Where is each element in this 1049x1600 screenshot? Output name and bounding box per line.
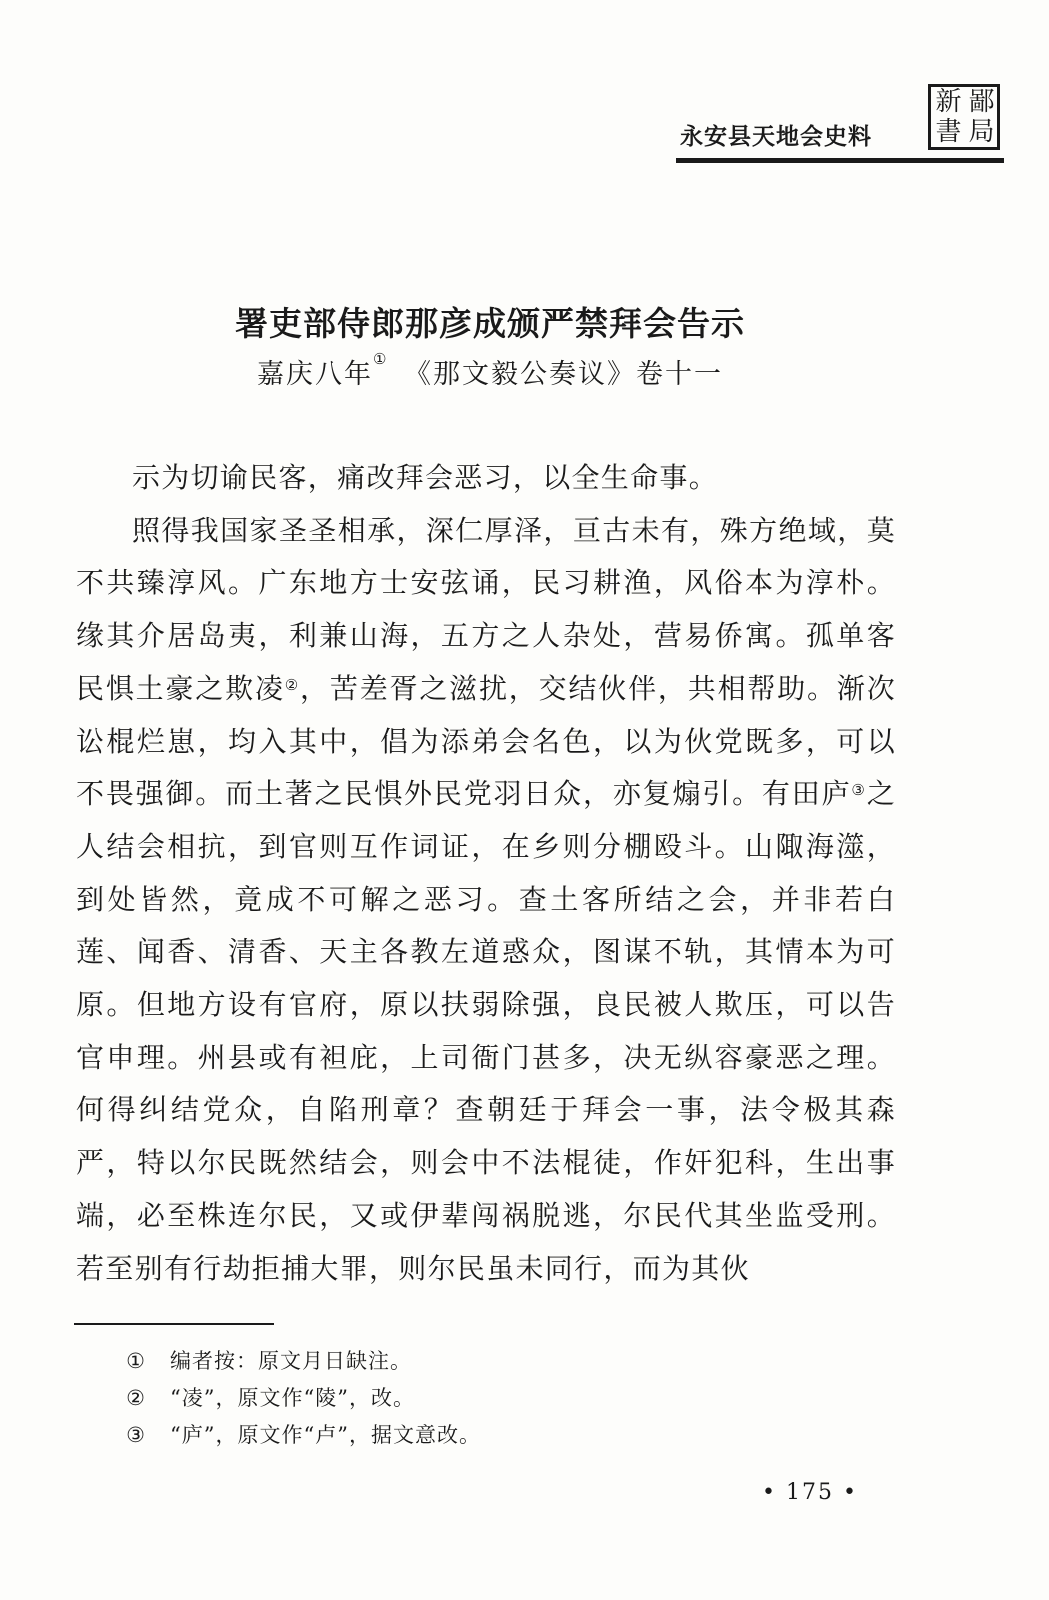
seal-char: 書 [935, 117, 960, 147]
footnote-marker: ② [126, 1386, 146, 1410]
document-subtitle [0, 352, 980, 391]
header-rule [676, 158, 1004, 163]
paragraph-text: 之人结会相抗，到官则互作词证，在乡则分棚殴斗。山陬海澨，到处皆然，竟成不可解之恶习。查土客所结之会，并非若白莲、闻香、清香、天主各教左道惑众，图谋不轨，其情本为可原。但地方设有官府，原以扶弱除强，良民被人欺压，可以告官申理。州县或有袒庇，上司衙门甚多，决无纵容豪恶之理。何得纠结党众，自陷刑章？查朝廷于拜会一事，法令极其森严，特以尔民既然结会，则会中不法棍徒，作奸犯科，生出事端，必至株连尔民，又或伊辈闯祸脱逃，尔民代其坐监受刑。若至别有行劫拒捕大罪，则尔民虽未同行，而为其伙 [76, 777, 896, 1285]
footnote-text: “凌”，原文作“陵”，改。 [170, 1386, 415, 1410]
body-paragraph [76, 505, 896, 1296]
page-number: • 175 • [762, 1480, 858, 1505]
seal-char: 局 [968, 117, 993, 147]
body-text [76, 452, 896, 1295]
running-header-title: 永安县天地会史料 [680, 124, 872, 150]
paragraph-text: 示为切谕民客，痛改拜会恶习，以全生命事。 [132, 461, 719, 494]
footnote-text: 编者按：原文月日缺注。 [170, 1349, 412, 1373]
paragraph-text: 照得我国家圣圣相承，深仁厚泽，亘古未有，殊方绝域，莫不共臻淳风。广东地方士安弦诵，民习耕渔，风俗本为淳朴。缘其介居岛夷，利兼山海，五方之人杂处，营易侨寓。孤单客民惧土豪之欺凌 [76, 513, 896, 705]
subtitle-date: 嘉庆八年 [257, 359, 374, 390]
footnote-marker: ① [126, 1349, 146, 1373]
footnote-ref: ① [373, 350, 389, 368]
paragraph-text: ，苦差胥之滋扰，交结伙伴，共相帮助。渐次讼棍烂崽，均入其中，倡为添弟会名色，以为伙党既多，可以不畏强御。而土著之民惧外民党羽日众，亦复煽引。有田庐 [76, 671, 896, 811]
footnote-separator [74, 1323, 274, 1325]
footnote-ref: ③ [851, 781, 867, 800]
body-paragraph [76, 452, 896, 505]
document-title: 署吏部侍郎那彦成颁严禁拜会告示 [235, 304, 745, 343]
subtitle-source: 《那文毅公奏议》卷十一 [417, 359, 723, 390]
footnote-marker: ③ [126, 1423, 146, 1447]
footnote-text: “庐”，原文作“卢”，据文意改。 [170, 1423, 481, 1447]
footnote-ref: ② [284, 675, 301, 694]
publisher-seal-logo [928, 84, 1000, 150]
seal-char: 新 [935, 87, 960, 117]
seal-char: 鄙 [968, 87, 993, 117]
